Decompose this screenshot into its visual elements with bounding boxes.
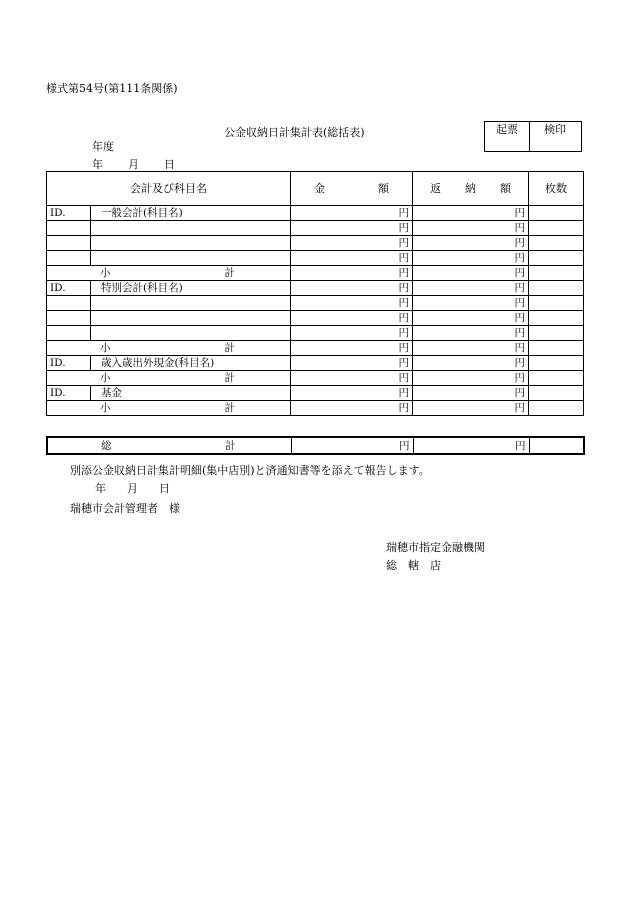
refund-cell: 円: [413, 281, 529, 296]
amount-cell: 円: [291, 281, 413, 296]
footer-day-label: 日: [159, 482, 170, 495]
form-title: 公金収納日計集計表(総括表): [224, 126, 365, 139]
refund-cell: 円: [413, 251, 529, 266]
grand-total-label: 総 計: [47, 437, 291, 454]
id-cell: ID.: [47, 206, 91, 221]
addressee: 瑞穂市会計管理者 様: [70, 502, 180, 515]
amount-cell: 円: [291, 266, 413, 281]
table-row: [47, 326, 584, 341]
table-row: [47, 251, 584, 266]
amount-cell: 円: [291, 341, 413, 356]
amount-cell: 円: [291, 296, 413, 311]
table-header-row: [47, 172, 584, 206]
amount-cell: 円: [291, 251, 413, 266]
count-cell: [529, 437, 584, 454]
header-date: [92, 156, 175, 172]
amount-cell: 円: [291, 356, 413, 371]
table-row: [47, 281, 584, 296]
amount-cell: 円: [291, 371, 413, 386]
amount-cell: 円: [291, 311, 413, 326]
refund-cell: 円: [413, 326, 529, 341]
footer-date: [95, 480, 170, 496]
grand-total-row: [47, 437, 584, 454]
amount-cell: 円: [291, 206, 413, 221]
table-row: [47, 386, 584, 401]
refund-cell: 円: [413, 401, 529, 416]
table-row: [47, 356, 584, 371]
id-cell: ID.: [47, 386, 91, 401]
header-amount: 金 額: [291, 172, 413, 206]
stamp-slip-cell: 起票: [485, 122, 530, 151]
account-name: 基金: [91, 386, 291, 401]
report-statement: 別添公金収納日計集計明細(集中店別)と済通知書等を添えて報告します。: [70, 464, 430, 477]
grand-total-table: [46, 436, 585, 455]
date-month-label: 月: [128, 158, 139, 171]
subtotal-label: 小 計: [47, 341, 291, 356]
footer-year-label: 年: [95, 482, 106, 495]
refund-cell: 円: [413, 311, 529, 326]
amount-cell: 円: [291, 221, 413, 236]
approval-stamp-box: [484, 121, 582, 152]
refund-cell: 円: [413, 356, 529, 371]
refund-cell: 円: [413, 266, 529, 281]
header-account: 会計及び科目名: [47, 172, 291, 206]
subtotal-label: 小 計: [47, 371, 291, 386]
header-count: 枚数: [529, 172, 584, 206]
refund-cell: 円: [413, 296, 529, 311]
form-number: 様式第54号(第111条関係): [46, 82, 178, 95]
subtotal-row: [47, 371, 584, 386]
amount-cell: 円: [291, 437, 413, 454]
account-name: 一般会計(科目名): [91, 206, 291, 221]
account-name: 歳入歳出外現金(科目名): [91, 356, 291, 371]
header-refund: 返 納 額: [413, 172, 529, 206]
institution-name: 瑞穂市指定金融機関: [386, 541, 485, 554]
refund-cell: 円: [413, 236, 529, 251]
subtotal-row: [47, 401, 584, 416]
fiscal-year-label: 年度: [92, 140, 114, 153]
amount-cell: 円: [291, 236, 413, 251]
refund-cell: 円: [413, 221, 529, 236]
stamp-seal-cell: 検印: [544, 123, 566, 136]
subtotal-label: 小 計: [47, 266, 291, 281]
refund-cell: 円: [413, 371, 529, 386]
amount-cell: 円: [291, 386, 413, 401]
table-row: [47, 221, 584, 236]
refund-cell: 円: [413, 341, 529, 356]
date-day-label: 日: [164, 158, 175, 171]
subtotal-label: 小 計: [47, 401, 291, 416]
table-row: [47, 206, 584, 221]
refund-cell: 円: [413, 437, 529, 454]
footer-month-label: 月: [127, 482, 138, 495]
account-name: 特別会計(科目名): [91, 281, 291, 296]
amount-cell: 円: [291, 326, 413, 341]
branch-name: 総 轄 店: [386, 559, 441, 572]
subtotal-row: [47, 266, 584, 281]
summary-table: [46, 171, 584, 416]
table-row: [47, 296, 584, 311]
id-cell: ID.: [47, 281, 91, 296]
table-row: [47, 236, 584, 251]
count-cell: [529, 206, 584, 221]
table-row: [47, 311, 584, 326]
id-cell: ID.: [47, 356, 91, 371]
date-year-label: 年: [92, 158, 103, 171]
refund-cell: 円: [413, 386, 529, 401]
amount-cell: 円: [291, 401, 413, 416]
subtotal-row: [47, 341, 584, 356]
refund-cell: 円: [413, 206, 529, 221]
